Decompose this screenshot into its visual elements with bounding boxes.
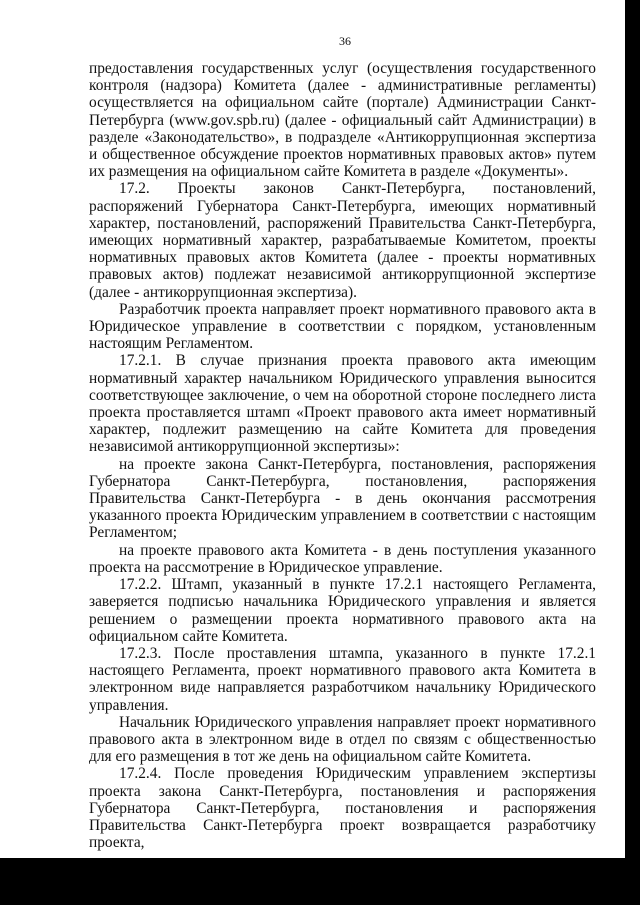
paragraph: 17.2.3. После проставления штампа, указанного в пункте 17.2.1 настоящего Регламента, проект нормативного правового акта Комитета в электронном виде направляется разработчиком начальнику Юридического управления. [89, 644, 596, 714]
document-body [89, 60, 596, 851]
scan-right-edge [625, 0, 640, 905]
paragraph: Разработчик проекта направляет проект нормативного правового акта в Юридическое управление в соответствии с порядком, установленным настоящим Регламентом. [89, 300, 596, 353]
paragraph: на проекте правового акта Комитета - в день поступления указанного проекта на рассмотрение в Юридическое управление. [89, 541, 596, 576]
page-number: 36 [339, 34, 351, 48]
scan-bottom-band [0, 858, 640, 905]
paragraph: предоставления государственных услуг (осуществления государственного контроля (надзора) Комитета (далее - административные регламенты) осуществляется на официальном сайте (портале) Администрации Санкт-Петербурга (www.gov.spb.ru) (далее - официальный сайт Администрации) в разделе «Законодательство», в подразделе «Антикоррупционная экспертиза и общественное обсуждение проектов нормативных правовых актов» путем их размещения на официальном сайте Комитета в разделе «Документы». [89, 60, 596, 181]
paragraph: 17.2.4. После проведения Юридическим управлением экспертизы проекта закона Санкт-Петербурга, постановления и распоряжения Губернатора Санкт-Петербурга, постановления и распоряжения Правительства Санкт-Петербурга проект возвращается разработчику проекта, [89, 765, 596, 852]
paragraph: 17.2.1. В случае признания проекта правового акта имеющим нормативный характер начальником Юридического управления выносится соответствующее заключение, о чем на оборотной стороне последнего листа проекта проставляется штамп «Проект правового акта имеет нормативный характер, подлежит размещению на сайте Комитета для проведения независимой антикоррупционной экспертизы»: [89, 352, 596, 456]
paragraph: 17.2. Проекты законов Санкт-Петербурга, постановлений, распоряжений Губернатора Санкт-Петербурга, имеющих нормативный характер, постановлений, распоряжений Правительства Санкт-Петербурга, имеющих нормативный характер, разрабатываемые Комитетом, проекты нормативных правовых актов Комитета (далее - проекты нормативных правовых актов) подлежат независимой антикоррупционной экспертизе (далее - антикоррупционная экспертиза). [89, 180, 596, 301]
paragraph: Начальник Юридического управления направляет проект нормативного правового акта в электронном виде в отдел по связям с общественностью для его размещения в тот же день на официальном сайте Комитета. [89, 713, 596, 766]
paragraph: на проекте закона Санкт-Петербурга, постановления, распоряжения Губернатора Санкт-Петербурга, постановления, распоряжения Правительства Санкт-Петербурга - в день окончания рассмотрения указанного проекта Юридическим управлением в соответствии с настоящим Регламентом; [89, 455, 596, 542]
paragraph: 17.2.2. Штамп, указанный в пункте 17.2.1 настоящего Регламента, заверяется подписью начальника Юридического управления и является решением о размещении проекта нормативного правового акта на официальном сайте Комитета. [89, 576, 596, 645]
